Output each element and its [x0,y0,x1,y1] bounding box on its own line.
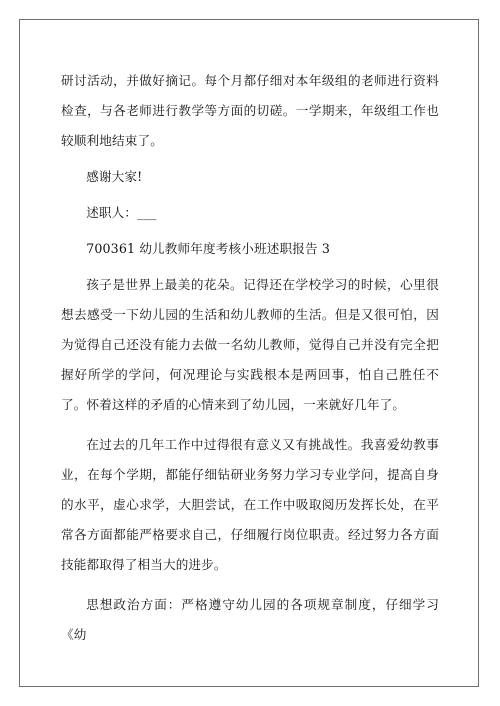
paragraph-political: 思想政治方面：严格遵守幼儿园的各项规章制度，仔细学习《幼 [61,597,439,642]
paragraph-thanks: 感谢大家! [86,169,143,184]
document-body [61,66,439,650]
section-title: 700361 幼儿教师年度考核小班述职报告 3 [86,241,331,256]
paragraph-signature: 述职人：___ [86,205,157,220]
paragraph-continued: 研讨活动，并做好摘记。每个月都仔细对本年级组的老师进行资料检查，与各老师进行教学等方面的切磋。一学期来，年级组工作也较顺利地结束了。 [61,73,439,148]
paragraph-work-review: 在过去的几年工作中过得很有意义又有挑战性。我喜爱幼教事业，在每个学期，都能仔细钻研业务努力学习专业学问，提高自身的水平，虚心求学，大胆尝试，在工作中吸取阅历发挥长处，在平常各方面都能严格要求自己，仔细履行岗位职责。经过努力各方面技能都取得了相当大的进步。 [61,437,439,572]
paragraph-intro: 孩子是世界上最美的花朵。记得还在学校学习的时候，心里很想去感受一下幼儿园的生活和幼儿教师的生活。但是又很可怕，因为觉得自己还没有能力去做一名幼儿教师，觉得自己并没有完全把握好所学的学问，何况理论与实践根本是两回事，怕自己胜任不了。怀着这样的矛盾的心情来到了幼儿园，一来就好几年了。 [61,277,439,412]
